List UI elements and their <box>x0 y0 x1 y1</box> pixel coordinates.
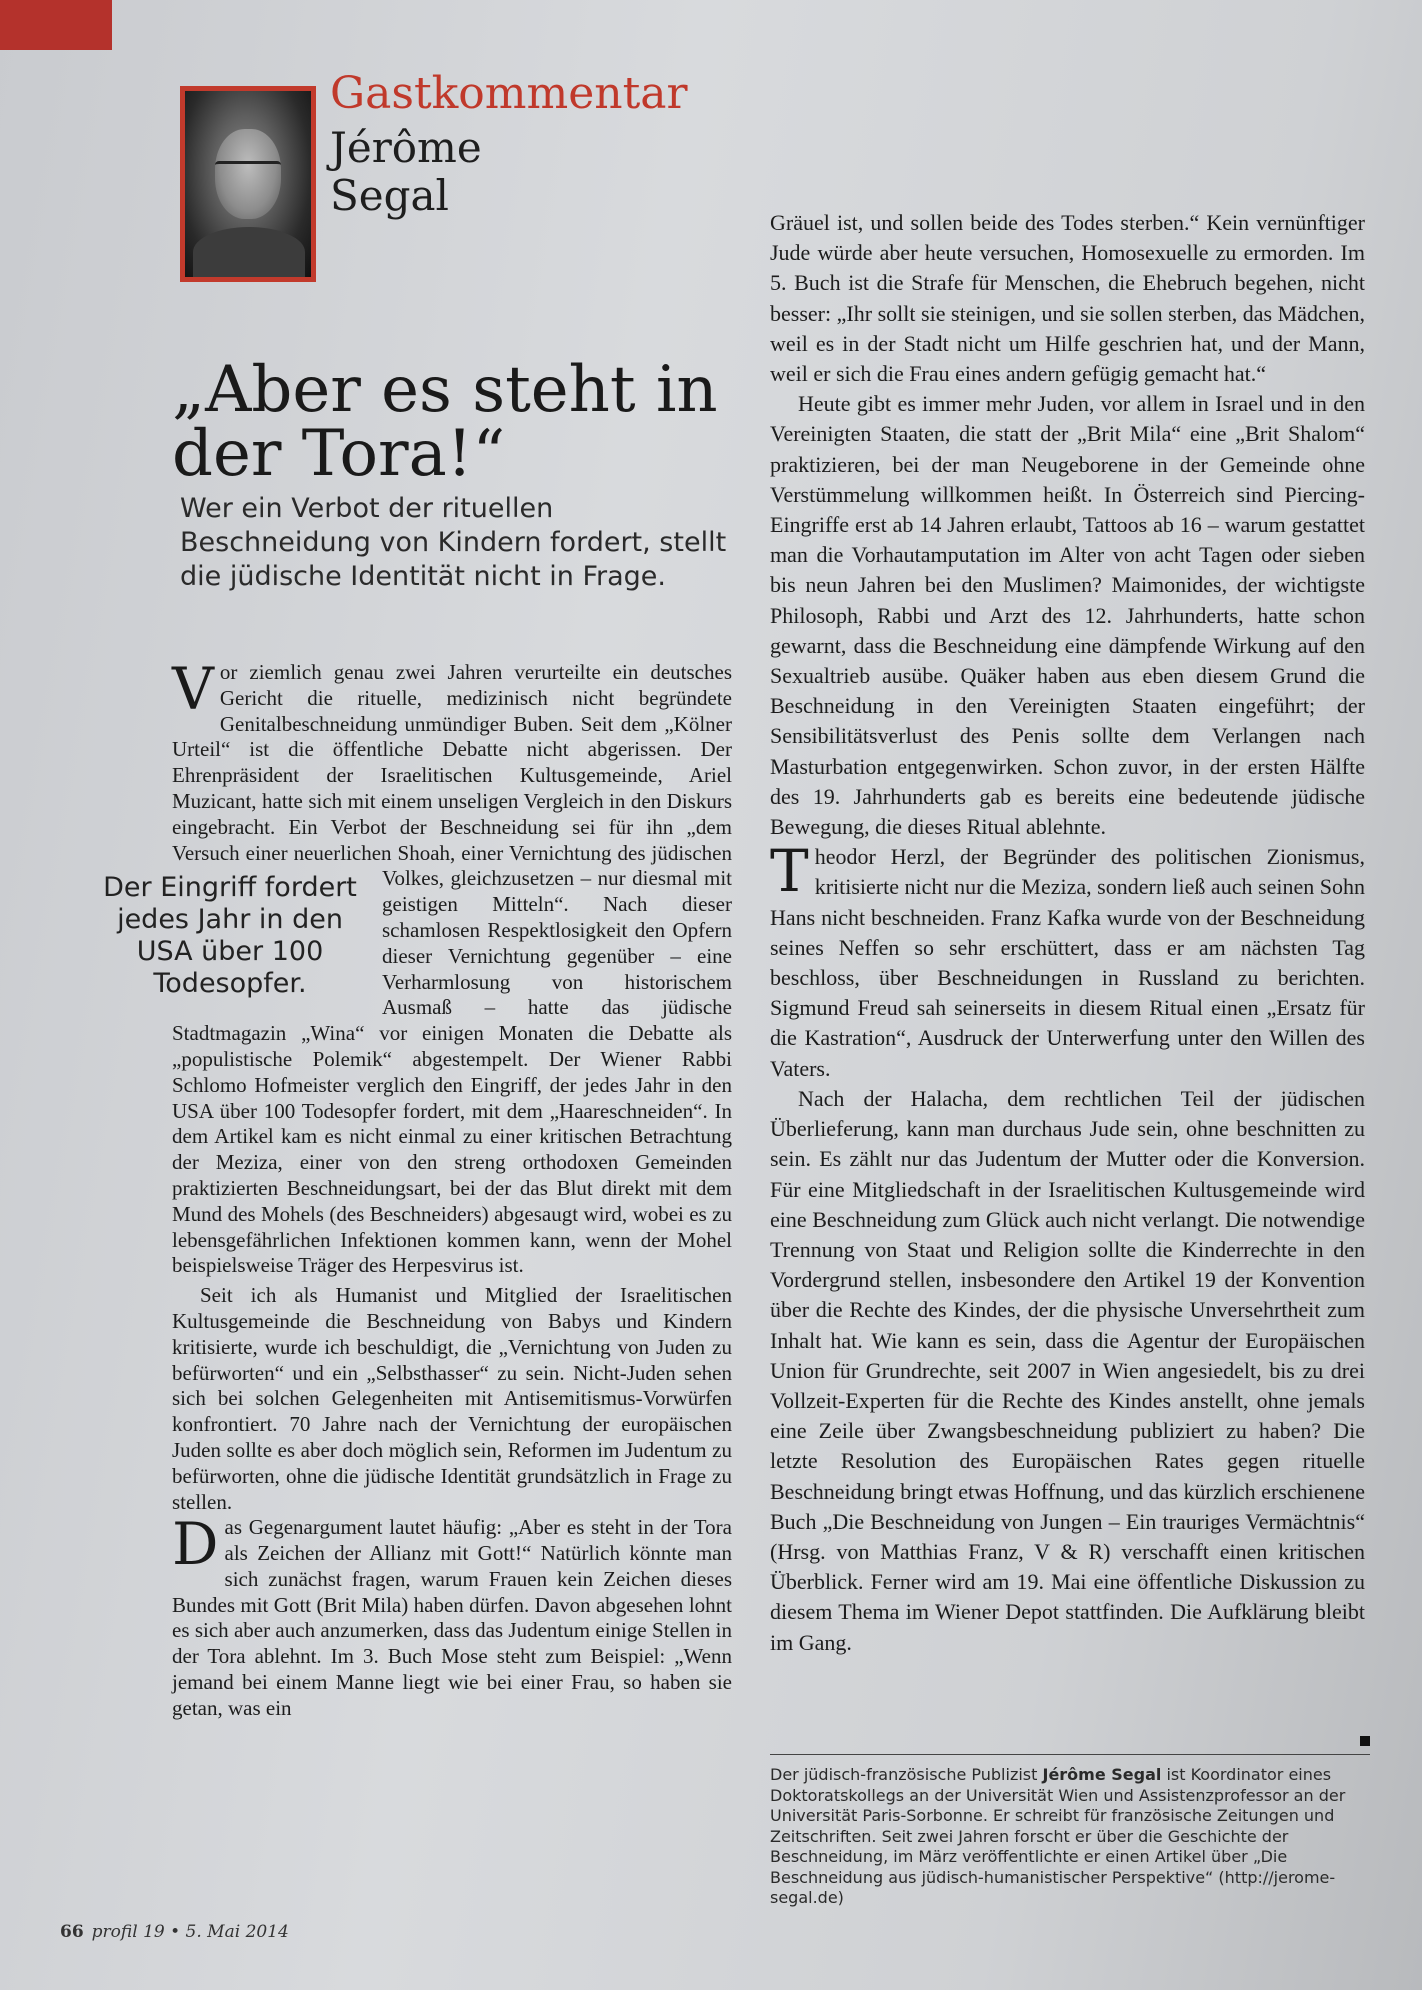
article-subhead: Wer ein Verbot der rituellen Beschneidung von Kindern fordert, stellt die jüdische Identität nicht in Frage. <box>180 493 727 592</box>
end-of-article-mark <box>1360 1736 1370 1746</box>
paragraph: Seit ich als Humanist und Mitglied der Israelitischen Kultusgemeinde die Beschneidung von Babys und Kindern kritisierte, wurde ich beschuldigt, die „Vernichtung von Juden zu befürworten“ und ein „Selbsthasser“ zu sein. Nicht-Juden sehen sich bei solchen Gelegenheiten mit Antisemitismus-Vorwürfen konfrontiert. 70 Jahre nach der Vernichtung der europäischen Juden sollte es aber doch möglich sein, Reformen im Judentum zu befürworten, ohne die jüdische Identität grundsätzlich in Frage zu stellen. <box>172 1283 732 1514</box>
drop-cap: V <box>172 655 214 723</box>
paragraph: Vor ziemlich genau zwei Jahren verurteilte ein deutsches Gericht die rituelle, medizinisch nicht begründete Genitalbeschneidung unmündiger Buben. Seit dem „Kölner Urteil“ ist die öffentliche Debatte nicht abgerissen. Der Ehrenpräsident der Israelitischen Kultusgemeinde, Ariel Muzicant, hatte sich mit einem unseligen Vergleich in den Diskurs eingebracht. Ein Verbot der Beschneidung sei für ihn „dem Versuch einer neuerlichen Shoah, einer Vernichtung des jüdischen Volkes, gleichzusetzen – nur diesmal mit Der Eingriff fordert jedes Jahr in den USA über 100 Todesopfer. geistigen Mitteln“. Nach dieser schamlosen Respektlosigkeit den Opfern dieser Vernichtung gegenüber – eine Verharmlosung von historischem Ausmaß – hatte das jüdische Stadtmagazin „Wina“ vor einigen Monaten die Debatte als „populistische Polemik“ abgestempelt. Der Wiener Rabbi Schlomo Hofmeister verglich den Eingriff, der jedes Jahr in den USA über 100 Todesopfer fordert, mit dem „Haareschneiden“. In dem Artikel kam es nicht einmal zu einer kritischen Betrachtung der Meziza, einer von den streng orthodoxen Gemeinden praktizierten Beschneidungsart, bei der das Blut direkt mit dem Mund des Mohels (des Beschneiders) abgesaugt wird, wobei es zu lebensgefährlichen Infektionen kommen kann, wenn der Mohel beispielsweise Träger des Herpesvirus ist. <box>172 660 732 1279</box>
pull-quote: Der Eingriff fordert jedes Jahr in den USA über 100 Todesopfer. <box>103 872 357 1000</box>
author-bio-name: Jérôme Segal <box>1042 1765 1162 1784</box>
section-color-tab <box>0 0 112 50</box>
page-footer <box>60 1922 289 1942</box>
article-column-left <box>103 655 732 1722</box>
paragraph: Theodor Herzl, der Begründer des politischen Zionismus, kritisierte nicht nur die Meziza, sondern ließ auch seinen Sohn Hans nicht beschneiden. Franz Kafka wurde von der Beschneidung seines Neffen so sehr erschüttert, dass er am nächsten Tag beschloss, über Beschneidungen in Russland zu berichten. Sigmund Freud sah seinerseits in diesem Ritual einen „Ersatz für die Kastration“, Ausdruck der Unterwerfung unter den Willen des Vaters. <box>770 837 1365 1081</box>
article-column-right <box>770 208 1365 1658</box>
page-number: 66 <box>60 1922 84 1942</box>
paragraph: Gräuel ist, und sollen beide des Todes sterben.“ Kein vernünftiger Jude würde aber heute versuchen, Homosexuelle zu ermorden. Im 5. Buch ist die Strafe für Menschen, die Ehebruch begehen, nicht besser: „Ihr sollt sie steinigen, und sie sollen sterben, das Mädchen, weil es in der Stadt nicht um Hilfe geschrien hat, und der Mann, weil er sich die Frau eines andern gefügig gemacht hat.“ <box>770 210 1365 387</box>
drop-cap: D <box>172 1510 219 1579</box>
author-photo <box>180 86 316 282</box>
author-first-name: Jérôme <box>330 123 482 172</box>
author-bio: Der jüdisch-französische Publizist Jérôme Segal ist Koordinator eines Doktoratskollegs an der Universität Wien und Assistenzprofessor an der Universität Paris-Sorbonne. Er schreibt für französische Zeitungen und Zeitschriften. Seit zwei Jahren forscht er über die Geschichte der Beschneidung, im März veröffentlichte er einen Artikel über „Die Beschneidung aus jüdisch-humanistischer Perspektive“ (http://jerome-segal.de) <box>770 1754 1370 1909</box>
column-kicker: Gastkommentar <box>330 68 688 119</box>
magazine-issue: profil 19 • 5. Mai 2014 <box>91 1922 289 1942</box>
article-headline: „Aber es steht in der Tora!“ <box>172 353 718 491</box>
drop-cap: T <box>770 837 809 906</box>
paragraph: Nach der Halacha, dem rechtlichen Teil der jüdischen Überlieferung, kann man durchaus Jude sein, ohne beschnitten zu sein. Es zählt nur das Judentum der Mutter oder die Konversion. Für eine Mitgliedschaft in der Israelitischen Kultusgemeinde wird eine Beschneidung zum Glück auch nicht verlangt. Die notwendige Trennung von Staat und Religion sollte die Kinderrechte in den Vordergrund stellen, insbesondere den Artikel 19 der Konvention über die Rechte des Kindes, der die physische Unversehrtheit zum Inhalt hat. Wie kann es sein, dass die Agentur der Europäischen Union für Grundrechte, seit 2007 in Wien angesiedelt, bis zu drei Vollzeit-Experten für die Rechte des Kindes anstellt, ohne jemals eine Zeile über Zwangsbeschneidung publiziert zu haben? Die letzte Resolution des Europäischen Rates gegen rituelle Beschneidung bringt etwas Hoffnung, und das kürzlich erschienene Buch „Die Beschneidung von Jungen – Ein trauriges Vermächtnis“ (Hrsg. von Matthias Franz, V & R) verschafft einen kritischen Überblick. Ferner wird am 19. Mai eine öffentliche Diskussion zu diesem Thema im Wiener Depot stattfinden. Die Aufklärung bleibt im Gang. <box>770 1085 1365 1655</box>
author-last-name: Segal <box>330 171 449 220</box>
paragraph: Das Gegenargument lautet häufig: „Aber es steht in der Tora als Zeichen der Allianz mit Gott!“ Natürlich könnte man sich zunächst fragen, warum Frauen kein Zeichen dieses Bundes mit Gott (Brit Mila) haben dürfen. Davon abgesehen lohnt es sich aber auch anzumerken, dass das Judentum einige Stellen in der Tora ablehnt. Im 3. Buch Mose steht zum Beispiel: „Wenn jemand bei einem Manne liegt wie bei einer Frau, so haben sie getan, was ein <box>172 1510 732 1720</box>
author-name <box>330 124 482 220</box>
paragraph: Heute gibt es immer mehr Juden, vor allem in Israel und in den Vereinigten Staaten, die statt der „Brit Mila“ eine „Brit Shalom“ praktizieren, bei der man Neugeborene in der Gemeinde ohne Verstümmelung willkommen heißt. In Österreich sind Piercing-Eingriffe erst ab 14 Jahren erlaubt, Tattoos ab 16 – warum gestattet man die Vorhautamputation im Alter von acht Tagen oder sieben bis neun Jahren bei den Muslimen? Maimonides, der wichtigste Philosoph, Rabbi und Arzt des 12. Jahrhunderts, hatte schon gewarnt, dass die Beschneidung eine dämpfende Wirkung auf den Sexualtrieb ausübe. Quäker haben aus eben diesem Grund die Beschneidung in den Vereinigten Staaten eingeführt; der Sensibilitätsverlust des Penis sollte dem Verlangen nach Masturbation entgegenwirken. Schon zuvor, in der ersten Hälfte des 19. Jahrhunderts gab es bereits eine bedeutende jüdische Bewegung, die dieses Ritual ablehnte. <box>770 391 1365 840</box>
